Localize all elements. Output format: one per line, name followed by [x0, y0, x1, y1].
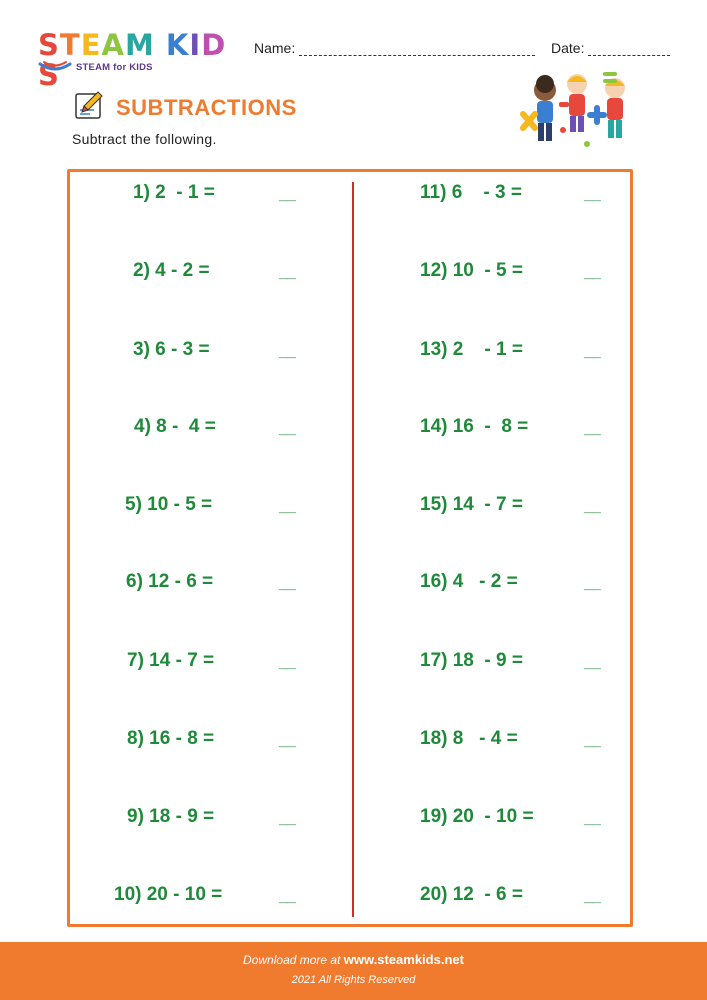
problem-left-6: 6) 12 - 6 = [126, 571, 214, 592]
problem-right-3: 13) 2 - 1 = [420, 339, 523, 360]
footer-download [0, 952, 707, 967]
answer-blank[interactable]: __ [279, 420, 295, 437]
problem-left-1: 1) 2 - 1 = [133, 182, 215, 203]
footer-bar [0, 942, 707, 1000]
problem-right-2: 12) 10 - 5 = [420, 260, 523, 281]
kids-math-illustration [515, 70, 640, 152]
logo-letter: S [38, 58, 60, 92]
logo-letter [155, 30, 166, 60]
footer-site-link[interactable]: www.steamkids.net [343, 952, 464, 967]
answer-blank[interactable]: __ [584, 420, 600, 437]
answer-blank[interactable]: __ [279, 264, 295, 281]
logo-letter: D [201, 28, 227, 62]
answer-blank[interactable]: __ [584, 888, 600, 905]
answer-blank[interactable]: __ [584, 732, 600, 749]
logo-letter: A [101, 28, 125, 62]
problem-right-5: 15) 14 - 7 = [420, 494, 523, 515]
answer-blank[interactable]: __ [584, 264, 600, 281]
problem-right-7: 17) 18 - 9 = [420, 650, 523, 671]
problem-left-4: 4) 8 - 4 = [134, 416, 216, 437]
answer-blank[interactable]: __ [279, 654, 295, 671]
date-label: Date: [551, 40, 585, 56]
logo-letter: I [189, 28, 202, 62]
date-field[interactable] [551, 40, 670, 56]
logo-tagline: STEAM for KIDS [76, 62, 153, 73]
answer-blank[interactable]: __ [584, 186, 600, 203]
logo-letter: E [80, 28, 102, 62]
steam-kids-logo [38, 28, 238, 92]
problem-right-6: 16) 4 - 2 = [420, 571, 518, 592]
problem-left-7: 7) 14 - 7 = [127, 650, 215, 671]
problem-left-8: 8) 16 - 8 = [127, 728, 215, 749]
problem-left-9: 9) 18 - 9 = [127, 806, 215, 827]
date-line[interactable] [588, 43, 670, 56]
answer-blank[interactable]: __ [584, 575, 600, 592]
answer-blank[interactable]: __ [279, 575, 295, 592]
logo-letter: S [38, 28, 60, 62]
problem-left-3: 3) 6 - 3 = [133, 339, 210, 360]
answer-blank[interactable]: __ [584, 810, 600, 827]
logo-letter: K [165, 28, 190, 62]
answer-blank[interactable]: __ [584, 498, 600, 515]
answer-blank[interactable]: __ [279, 343, 295, 360]
problem-right-1: 11) 6 - 3 = [420, 182, 522, 203]
answer-blank[interactable]: __ [279, 186, 295, 203]
problem-left-10: 10) 20 - 10 = [114, 884, 223, 905]
answer-blank[interactable]: __ [279, 732, 295, 749]
answer-blank[interactable]: __ [279, 888, 295, 905]
worksheet-instruction: Subtract the following. [72, 131, 217, 147]
problem-right-9: 19) 20 - 10 = [420, 806, 534, 827]
problem-left-5: 5) 10 - 5 = [125, 494, 213, 515]
name-label: Name: [254, 40, 296, 56]
logo-swoosh-icon [38, 60, 72, 72]
logo-letter: M [124, 28, 155, 62]
footer-download-text: Download more at [243, 953, 341, 967]
column-divider [352, 182, 354, 917]
worksheet-pencil-icon [72, 88, 106, 122]
answer-blank[interactable]: __ [584, 343, 600, 360]
problem-left-2: 2) 4 - 2 = [133, 260, 210, 281]
footer-rights: 2021 All Rights Reserved [291, 974, 416, 986]
name-line[interactable] [299, 43, 535, 56]
answer-blank[interactable]: __ [279, 810, 295, 827]
problem-right-8: 18) 8 - 4 = [420, 728, 518, 749]
problem-right-4: 14) 16 - 8 = [420, 416, 529, 437]
problem-right-10: 20) 12 - 6 = [420, 884, 523, 905]
logo-letter: T [59, 28, 81, 62]
answer-blank[interactable]: __ [279, 498, 295, 515]
name-field[interactable] [254, 40, 535, 56]
worksheet-title: SUBTRACTIONS [116, 95, 297, 120]
answer-blank[interactable]: __ [584, 654, 600, 671]
